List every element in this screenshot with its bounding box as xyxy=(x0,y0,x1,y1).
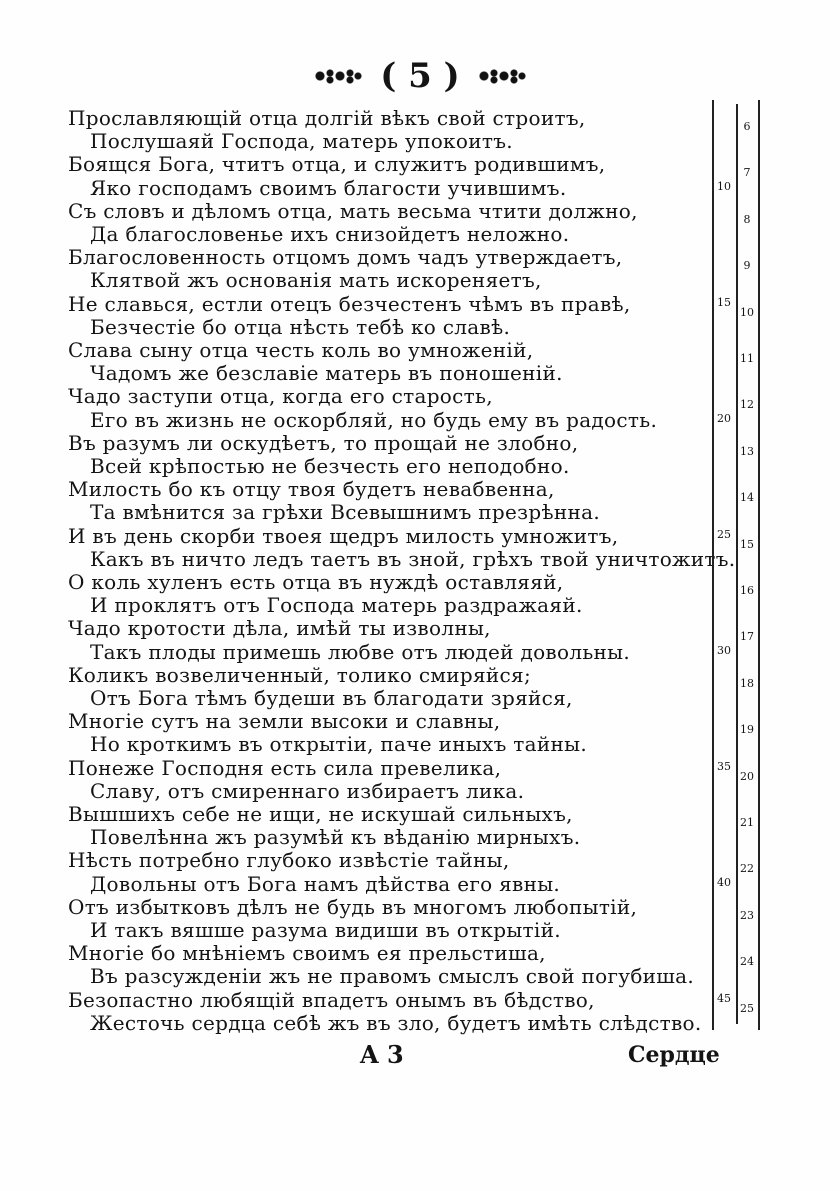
verse-number: 21 xyxy=(740,816,754,829)
poem-line: Съ словъ и дѣломъ отца, мать весьма чтити должно, xyxy=(68,198,638,223)
poem-line: Боящся Бога, чтитъ отца, и служитъ родившимъ, xyxy=(68,152,606,177)
poem-line: Многіе сутъ на земли высоки и славны, xyxy=(68,709,501,734)
line-number: 30 xyxy=(717,643,731,657)
verse-number: 19 xyxy=(740,723,754,737)
poem-line: Славу, отъ смиреннаго избираетъ лика. xyxy=(90,778,525,803)
poem-line: Отъ Бога тѣмъ будеши въ благодати зряйся, xyxy=(90,686,573,710)
poem-line: Но кроткимъ въ открытіи, паче иныхъ тайны. xyxy=(90,732,588,757)
verse-number: 9 xyxy=(743,259,751,273)
poem-line: Милость бо къ отцу твоя будетъ невабвенна, xyxy=(68,477,555,502)
verse-number: 16 xyxy=(740,584,754,597)
poem-line: Жесточь сердца себѣ жъ въ зло, будетъ имѣть слѣдство. xyxy=(90,1010,702,1035)
poem-line: Довольны отъ Бога намъ дѣйства его явны. xyxy=(90,871,561,896)
verse-number: 23 xyxy=(740,908,754,922)
poem-line: Та вмѣнится за грѣхи Всевышнимъ презрѣнна. xyxy=(90,500,600,525)
poem-line: Коликъ возвеличенный, толико смиряйся; xyxy=(68,662,531,687)
margin-divider xyxy=(736,104,738,1024)
poem-line: Прославляющій отца долгій вѣкъ свой строитъ, xyxy=(68,106,586,130)
verse-number: 14 xyxy=(740,491,754,505)
poem-line: Слава сыну отца честь коль во умноженій, xyxy=(68,338,534,362)
poem-line: И такъ вяшше разума видиши въ открытій. xyxy=(90,918,561,942)
poem-line: И проклятъ отъ Господа матерь раздражаяй. xyxy=(90,593,583,618)
verse-number: 13 xyxy=(740,444,754,458)
page-number: ( 5 ) xyxy=(380,56,460,96)
verse-number: 17 xyxy=(740,630,754,644)
poem-line: Да благословенье ихъ снизойдетъ неложно. xyxy=(90,222,570,246)
verse-number: 12 xyxy=(740,398,754,412)
poem-line: Въ разумъ ли оскудѣетъ, то прощай не злобно, xyxy=(68,430,579,455)
poem-line: Послушаяй Господа, матерь упокоитъ. xyxy=(90,129,513,154)
verse-number: 20 xyxy=(740,769,754,783)
verse-number: 10 xyxy=(740,305,754,319)
poem-line: Отъ избытковъ дѣлъ не будь въ многомъ любопытій, xyxy=(68,894,638,919)
catchword: Сердце xyxy=(628,1042,720,1068)
line-number: 15 xyxy=(717,295,731,309)
poem-line: Его въ жизнь не оскорбляй, но будь ему въ радость. xyxy=(90,407,658,432)
line-number: 25 xyxy=(717,527,731,541)
poem-line: Многіе бо мнѣніемъ своимъ ея прельстиша, xyxy=(68,941,546,966)
poem-line: Безчестіе бо отца нѣсть тебѣ ко славѣ. xyxy=(90,314,511,339)
poem-line: Такъ плоды примешь любве отъ людей довольны. xyxy=(90,639,631,664)
poem-line: Чадо кротости дѣла, имѣй ты изволны, xyxy=(68,616,491,641)
poem-line: Яко господамъ своимъ благости учившимъ. xyxy=(90,175,567,200)
poem-line: Вышшихъ себе не ищи, не искушай сильныхъ, xyxy=(68,802,573,826)
verse-number: 8 xyxy=(743,212,751,226)
line-number: 45 xyxy=(717,991,731,1005)
line-number: 20 xyxy=(717,411,731,425)
poem-line: Въ разсужденіи жъ не правомъ смыслъ свой погубиша. xyxy=(90,964,695,989)
verse-number: 11 xyxy=(740,352,754,365)
line-number: 35 xyxy=(717,759,731,773)
poem-line: И въ день скорби твоея щедръ милость умножитъ, xyxy=(68,523,619,548)
verse-number: 7 xyxy=(743,166,751,180)
poem-line: Повелѣнна жъ разумѣй къ вѣданію мирныхъ. xyxy=(90,825,581,850)
verse-number: 22 xyxy=(740,862,754,876)
poem-line: Благословенность отцомъ домъ чадъ утверждаетъ, xyxy=(68,245,623,270)
poem-line: Какъ въ ничто ледъ таетъ въ зной, грѣхъ твой уничтожитъ. xyxy=(90,546,736,571)
poem-line: Чадо заступи отца, когда его старость, xyxy=(68,384,493,409)
verse-number: 18 xyxy=(740,676,754,690)
verse-number: 15 xyxy=(740,537,754,551)
poem-line: О коль хуленъ есть отца въ нуждѣ оставляяй, xyxy=(68,570,564,594)
poem-line: Не славься, естли отецъ безчестенъ чѣмъ въ правѣ, xyxy=(68,291,631,316)
verse-number: 6 xyxy=(743,120,751,133)
poem-line: Нѣсть потребно глубоко извѣстіе тайны, xyxy=(68,848,510,873)
line-number: 10 xyxy=(717,179,731,193)
poem-line: Понеже Господня есть сила превелика, xyxy=(68,755,502,780)
poem-line: Клятвой жъ основанія мать искореняетъ, xyxy=(90,268,542,293)
poem-line: Чадомъ же безславіе матерь въ поношеній. xyxy=(90,361,563,386)
verse-number: 24 xyxy=(740,955,754,969)
poem-line: Безопастно любящій впадетъ онымъ въ бѣдство, xyxy=(68,987,595,1012)
margin-number-column xyxy=(712,100,760,1030)
line-number: 40 xyxy=(717,875,731,889)
signature-mark: A 3 xyxy=(360,1040,404,1069)
poem-line: Всей крѣпостью не безчесть его неподобно. xyxy=(90,454,570,478)
verse-number: 25 xyxy=(740,1001,754,1015)
